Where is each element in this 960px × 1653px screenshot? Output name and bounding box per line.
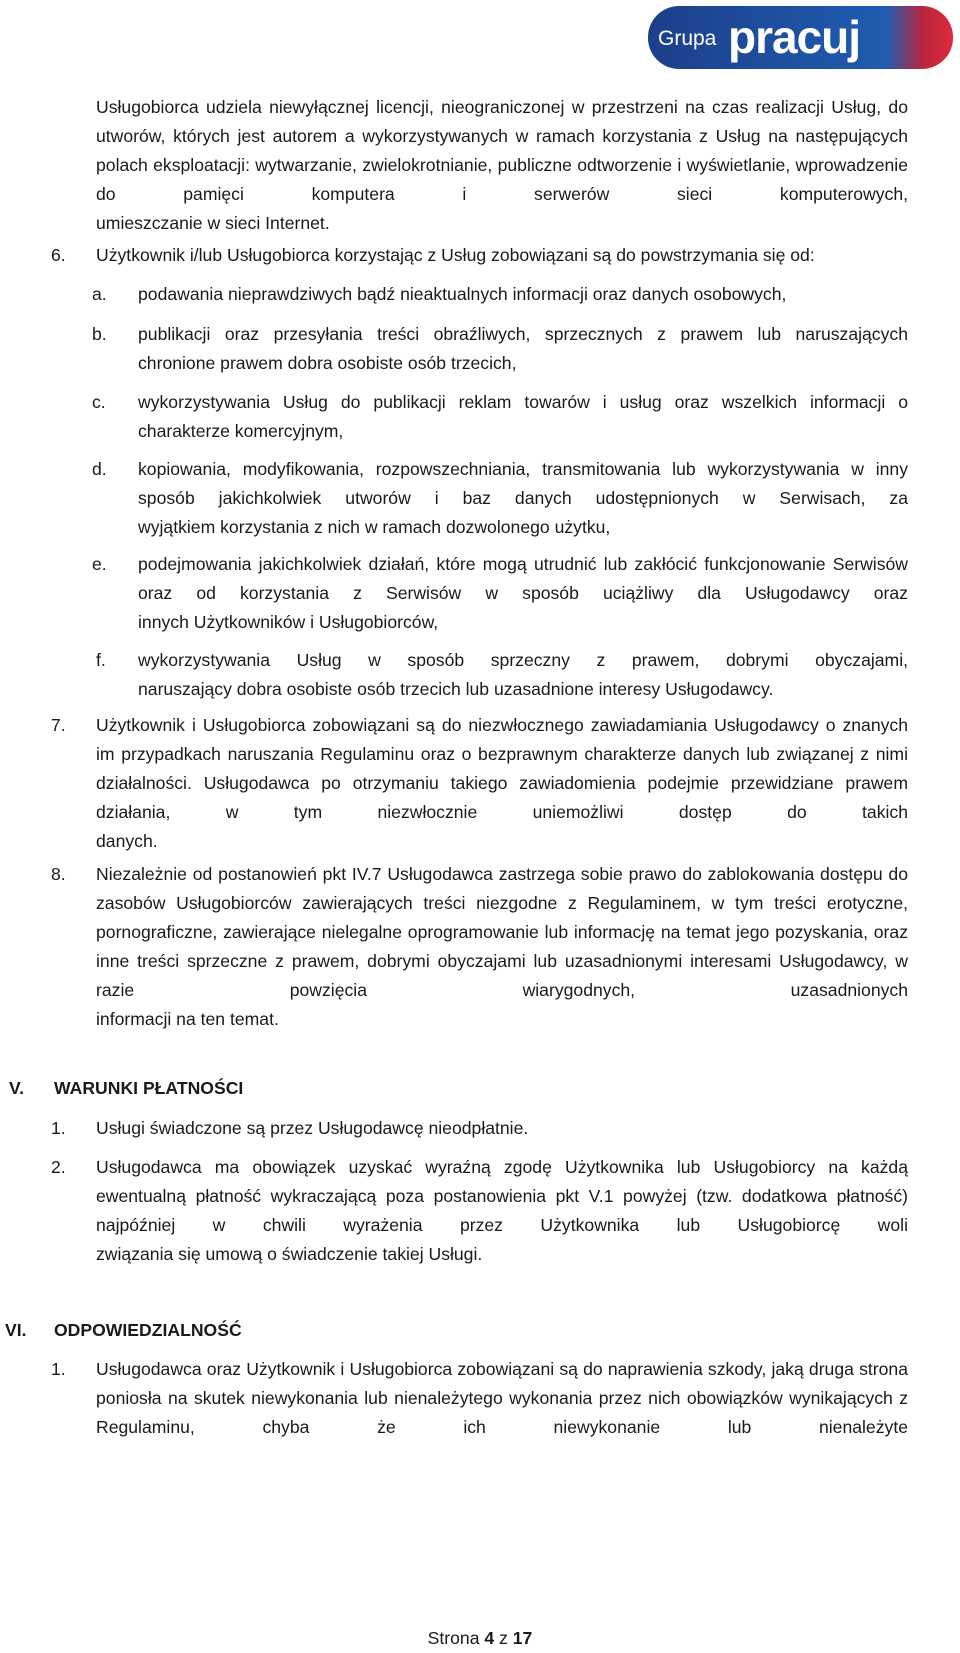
subitem-letter: a. bbox=[92, 284, 107, 304]
footer-prefix: Strona bbox=[427, 1628, 480, 1648]
subitem-c-text-last: charakterze komercyjnym, bbox=[138, 421, 344, 441]
logo-word-pracuj: pracuj bbox=[728, 11, 861, 63]
subitem-d-text-last: wyjątkiem korzystania z nich w ramach dozwolonego użytku, bbox=[138, 517, 611, 537]
subitem-b bbox=[138, 320, 908, 378]
section-5-item-2-text: Usługodawca ma obowiązek uzyskać wyraźną zgodę Użytkownika lub Usługobiorcy na każdą ewentualną płatność wykraczającą poza postanowienia pkt V.1 powyżej (tzw. dodatkowa płatność) najpóźniej w chwili wyrażenia przez Użytkownika lub Usługobiorcę woli bbox=[96, 1157, 908, 1235]
subitem-f-text-last: naruszający dobra osobiste osób trzecich lub uzasadnione interesy Usługodawcy. bbox=[138, 679, 774, 699]
item-8-text: Niezależnie od postanowień pkt IV.7 Usługodawca zastrzega sobie prawo do zablokowania dostępu do zasobów Usługobiorców zawierających treści niezgodne z Regulaminem, w tym treści erotyczne, pornograficzne, zawierające nielegalne oprogramowanie lub informację na temat jego pozyskania, oraz inne treści sprzeczne z prawem, dobrymi obyczajami lub uzasadnionymi interesami Usługodawcy, w razie powzięcia wiarygodnych, uzasadnionych bbox=[96, 864, 908, 1000]
footer-page-number: 4 bbox=[484, 1628, 495, 1648]
section-5-item-1-text: Usługi świadczone są przez Usługodawcę nieodpłatnie. bbox=[96, 1118, 529, 1138]
item-number: 1. bbox=[51, 1359, 66, 1379]
item-number: 1. bbox=[51, 1118, 66, 1138]
intro-text: Usługobiorca udziela niewyłącznej licencji, nieograniczonej w przestrzeni na czas realizacji Usług, do utworów, których jest autorem a wykorzystywanych w ramach korzystania z Usług na następujących polach eksploatacji: wytwarzanie, zwielokrotnianie, publiczne odtworzenie i wyświetlanie, wprowadzenie do pamięci komputera i serwerów sieci komputerowych, bbox=[96, 97, 908, 204]
item-number: 6. bbox=[51, 245, 66, 265]
section-title: ODPOWIEDZIALNOŚĆ bbox=[54, 1320, 242, 1340]
item-number: 8. bbox=[51, 864, 66, 884]
logo-word-grupa: Grupa bbox=[658, 27, 717, 50]
page-footer bbox=[0, 1626, 960, 1650]
footer-separator: z bbox=[499, 1628, 508, 1648]
subitem-e-text-last: innych Użytkowników i Usługobiorców, bbox=[138, 612, 439, 632]
subitem-d-text: kopiowania, modyfikowania, rozpowszechniania, transmitowania lub wykorzystywania w inny sposób jakichkolwiek utworów i baz danych udostępnionych w Serwisach, za bbox=[138, 459, 908, 508]
section-title: WARUNKI PŁATNOŚCI bbox=[54, 1078, 244, 1098]
section-6-item-1-text: Usługodawca oraz Użytkownik i Usługobiorca zobowiązani są do naprawienia szkody, jaką druga strona poniosła na skutek niewykonania lub nienależytego wykonania przez nich obowiązków wynikających z Regulaminu, chyba że ich niewykonanie lub nienależyte bbox=[96, 1359, 908, 1437]
section-roman-numeral: V. bbox=[9, 1078, 25, 1098]
section-5-item-2 bbox=[96, 1153, 908, 1269]
intro-paragraph bbox=[96, 93, 908, 238]
item-number: 7. bbox=[51, 715, 66, 735]
item-8-last-line: informacji na ten temat. bbox=[96, 1009, 279, 1029]
subitem-c bbox=[138, 388, 908, 446]
subitem-letter: d. bbox=[92, 459, 107, 479]
subitem-e bbox=[138, 550, 908, 637]
item-7 bbox=[96, 711, 908, 856]
grupa-pracuj-logo bbox=[646, 4, 955, 71]
section-5-item-2-last-line: związania się umową o świadczenie takiej Usługi. bbox=[96, 1244, 483, 1264]
subitem-letter: e. bbox=[92, 554, 107, 574]
footer-page-total: 17 bbox=[512, 1628, 533, 1648]
item-6-text: Użytkownik i/lub Usługobiorca korzystając z Usług zobowiązani są do powstrzymania się od: bbox=[96, 245, 815, 265]
subitem-a-text: podawania nieprawdziwych bądź nieaktualnych informacji oraz danych osobowych, bbox=[138, 284, 787, 304]
subitem-b-text: publikacji oraz przesyłania treści obraźliwych, sprzecznych z prawem lub naruszających bbox=[138, 324, 908, 344]
item-8 bbox=[96, 860, 908, 1034]
subitem-d bbox=[138, 455, 908, 542]
intro-last-line: umieszczanie w sieci Internet. bbox=[96, 213, 330, 233]
subitem-letter: c. bbox=[92, 392, 106, 412]
section-roman-numeral: VI. bbox=[5, 1320, 27, 1340]
subitem-f bbox=[138, 646, 908, 704]
item-number: 2. bbox=[51, 1157, 66, 1177]
section-6-item-1 bbox=[96, 1355, 908, 1442]
item-7-last-line: danych. bbox=[96, 831, 158, 851]
subitem-b-text-last: chronione prawem dobra osobiste osób trzecich, bbox=[138, 353, 517, 373]
subitem-e-text: podejmowania jakichkolwiek działań, które mogą utrudnić lub zakłócić funkcjonowanie Serwisów oraz od korzystania z Serwisów w sposób uciążliwy dla Usługodawcy oraz bbox=[138, 554, 908, 603]
subitem-c-text: wykorzystywania Usług do publikacji reklam towarów i usług oraz wszelkich informacji o bbox=[138, 392, 908, 412]
subitem-letter: b. bbox=[92, 324, 107, 344]
item-7-text: Użytkownik i Usługobiorca zobowiązani są do niezwłocznego zawiadamiania Usługodawcy o znanych im przypadkach naruszania Regulaminu oraz o bezprawnym charakterze danych lub związanej z nimi działalności. Usługodawca po otrzymaniu takiego zawiadomienia podejmie przewidziane prawem działania, w tym niezwłocznie uniemożliwi dostęp do takich bbox=[96, 715, 908, 822]
subitem-letter: f. bbox=[96, 650, 106, 670]
subitem-f-text: wykorzystywania Usług w sposób sprzeczny z prawem, dobrymi obyczajami, bbox=[138, 650, 908, 670]
